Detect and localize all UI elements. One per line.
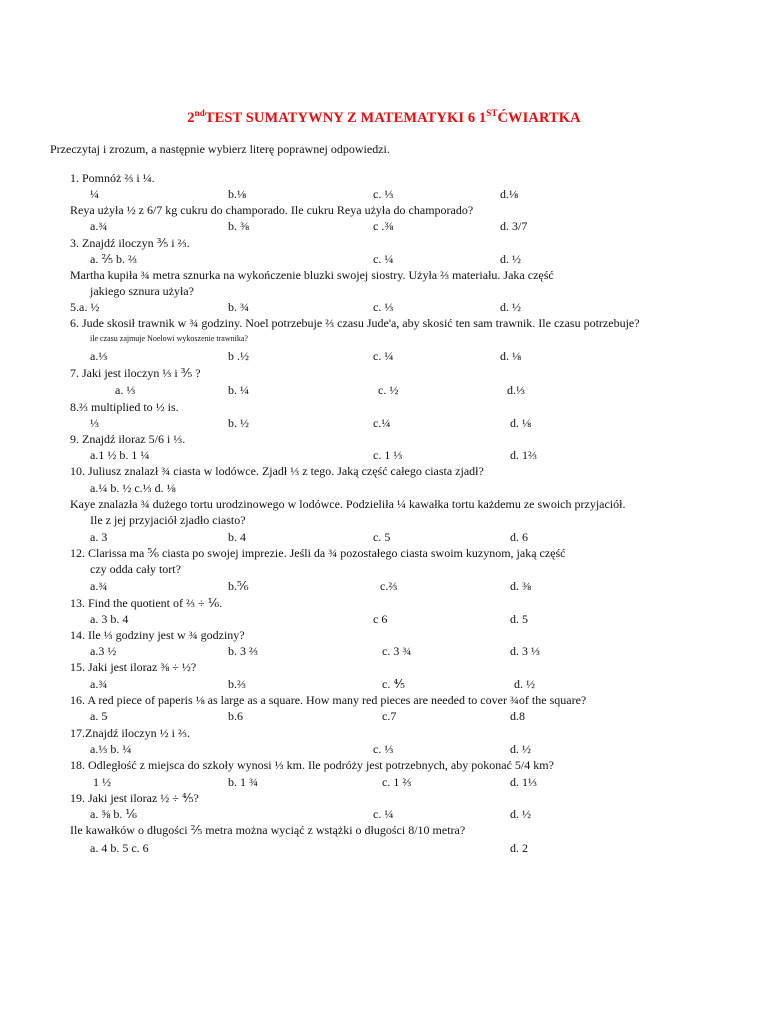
answer-option: ⅓: [90, 416, 99, 430]
answer-option: d.⅓: [507, 383, 525, 397]
answer-option: d. ½: [500, 252, 521, 266]
answer-option: c. 5: [373, 530, 391, 544]
answer-option: a. 3 b. 4: [90, 612, 129, 626]
answer-option: c .⅜: [373, 219, 394, 233]
answer-option: a.1 ½ b. 1 ¼: [90, 448, 150, 462]
answer-option: d. ½: [510, 807, 531, 821]
page-title: 2ndTEST SUMATYWNY Z MATEMATYKI 6 1STĆWIARTKA: [187, 108, 581, 126]
question-18: 18. Odległość z miejsca do szkoły wynosi ⅓ km. Ile podróży jest potrzebnych, aby pokonać 5/4 km?: [70, 758, 554, 772]
answer-option: c. ¼: [373, 252, 394, 266]
answer-option: b.⅚: [228, 579, 249, 593]
answer-option: c. 3 ¾: [382, 644, 412, 658]
question-13: 13. Find the quotient of ⅔ ÷ ⅙.: [70, 596, 223, 610]
answer-option: d. 3 ⅓: [510, 644, 540, 658]
answer-option: a. 3: [90, 530, 108, 544]
answer-option: c. 1 ⅓: [373, 448, 403, 462]
answer-option: b. 4: [228, 530, 246, 544]
answer-option: c. ⅓: [373, 742, 394, 756]
answer-option: d. 6: [510, 530, 528, 544]
answer-option: a. ⅖ b. ⅔: [90, 252, 137, 266]
question-11: Kaye znalazła ¾ dużego tortu urodzinowego w lodówce. Podzieliła ¼ kawałka tortu każdemu ze swoich przyjaciół.: [70, 497, 626, 511]
answer-option: b. 1 ¾: [228, 775, 258, 789]
question-12: 12. Clarissa ma ⅚ ciasta po swojej imprezie. Jeśli da ¾ pozostałego ciasta swoim kuzynom, jaką część: [70, 546, 566, 560]
question-7: 7. Jaki jest iloczyn ⅓ i ⅗ ?: [70, 366, 201, 380]
question-2: Reya użyła ½ z 6/7 kg cukru do champorado. Ile cukru Reya użyła do champorado?: [70, 203, 474, 217]
answer-option: d. 3/7: [500, 219, 528, 233]
answer-option: b.6: [228, 709, 243, 723]
answer-option: a. ⅓: [115, 383, 136, 397]
answer-option: d. ½: [514, 677, 535, 691]
answer-option: d.⅛: [500, 187, 518, 201]
question-17: 17.Znajdź iloczyn ½ i ⅔.: [70, 726, 190, 740]
question-6-note: ile czasu zajmuje Noelowi wykoszenie trawnika?: [90, 334, 248, 343]
answer-option: d. 1⅓: [510, 775, 537, 789]
answer-option: c.⅔: [380, 579, 398, 593]
answer-option: d. ⅜: [510, 579, 531, 593]
answer-option: a. 5: [90, 709, 108, 723]
answer-option: c.7: [382, 709, 397, 723]
answer-option: c. ⅓: [373, 187, 394, 201]
question-14: 14. Ile ⅓ godziny jest w ¾ godziny?: [70, 628, 245, 642]
answer-option: a.⅓ b. ¼: [90, 742, 132, 756]
question-20: Ile kawałków o długości ⅖ metra można wyciąć z wstążki o długości 8/10 metra?: [70, 823, 466, 837]
answer-option: b. ⅜: [228, 219, 249, 233]
answer-option: c. ⅘: [382, 677, 405, 691]
answer-option: c. ⅓: [373, 300, 394, 314]
answer-option: c. ½: [378, 383, 399, 397]
answer-option: b. ¾: [228, 300, 249, 314]
question-16: 16. A red piece of paperis ⅛ as large as a square. How many red pieces are needed to cover ¾of the square?: [70, 693, 587, 707]
answer-option: b. ¼: [228, 383, 249, 397]
answer-option: a. ⅝ b. ⅙: [90, 807, 137, 821]
answer-option: a.3 ½: [90, 644, 117, 658]
question-6: 6. Jude skosił trawnik w ¾ godziny. Noel potrzebuje ⅔ czasu Jude'a, aby skosić ten sam trawnik. Ile czasu potrzebuje?: [70, 316, 640, 330]
answer-option: b.⅛: [228, 187, 246, 201]
answer-option: 1 ½: [93, 775, 111, 789]
question-9: 9. Znajdź iloraz 5/6 i ⅓.: [70, 432, 186, 446]
answer-option: d. 5: [510, 612, 528, 626]
answer-option: d. ½: [500, 300, 521, 314]
answer-option: d. ⅛: [510, 416, 531, 430]
answer-option: c. ¼: [373, 807, 394, 821]
question-12-cont: czy odda cały tort?: [90, 562, 181, 576]
answer-option: a. 4 b. 5 c. 6: [90, 841, 149, 855]
answer-option: c. 1 ⅔: [382, 775, 412, 789]
question-8: 8.⅔ multiplied to ½ is.: [70, 400, 179, 414]
answer-option: a.⅓: [90, 349, 108, 363]
question-19: 19. Jaki jest iloraz ½ ÷ ⅘?: [70, 791, 199, 805]
answer-option: b.⅔: [228, 677, 246, 691]
answer-option: b .½: [228, 349, 249, 363]
question-1: 1. Pomnóż ⅔ i ¼.: [70, 171, 155, 185]
answer-option: a.¾: [90, 219, 108, 233]
answer-option: d. ⅛: [500, 349, 521, 363]
answer-option: a.¾: [90, 677, 108, 691]
answer-option: 5.a. ½: [70, 300, 100, 314]
instructions: Przeczytaj i zrozum, a następnie wybierz literę poprawnej odpowiedzi.: [50, 142, 390, 156]
answer-option: c. ¼: [373, 349, 394, 363]
question-10: 10. Juliusz znalazł ¾ ciasta w lodówce. Zjadł ⅓ z tego. Jaką część całego ciasta zjadł?: [70, 464, 484, 478]
question-4: Martha kupiła ¾ metra sznurka na wykończenie bluzki swojej siostry. Użyła ⅔ materiału. Jaka część: [70, 268, 554, 282]
answer-option: c 6: [373, 612, 388, 626]
answer-option: d. 1⅔: [510, 448, 537, 462]
answer-option: d.8: [510, 709, 525, 723]
answer-option: d. 2: [510, 841, 528, 855]
question-15: 15. Jaki jest iloraz ⅜ ÷ ½?: [70, 660, 197, 674]
question-11-cont: Ile z jej przyjaciół zjadło ciasto?: [90, 513, 246, 527]
answer-option: ¼: [90, 187, 99, 201]
answer-option: a.¾: [90, 579, 108, 593]
answer-option: c.¼: [373, 416, 391, 430]
answer-option: b. ½: [228, 416, 249, 430]
question-3: 3. Znajdź iloczyn ⅗ i ⅔.: [70, 236, 190, 250]
question-4-cont: jakiego sznura użyła?: [90, 284, 194, 298]
answer-option: b. 3 ⅔: [228, 644, 258, 658]
answer-option: d. ½: [510, 742, 531, 756]
answer-options: a.¼ b. ½ c.⅓ d. ⅛: [90, 481, 176, 495]
